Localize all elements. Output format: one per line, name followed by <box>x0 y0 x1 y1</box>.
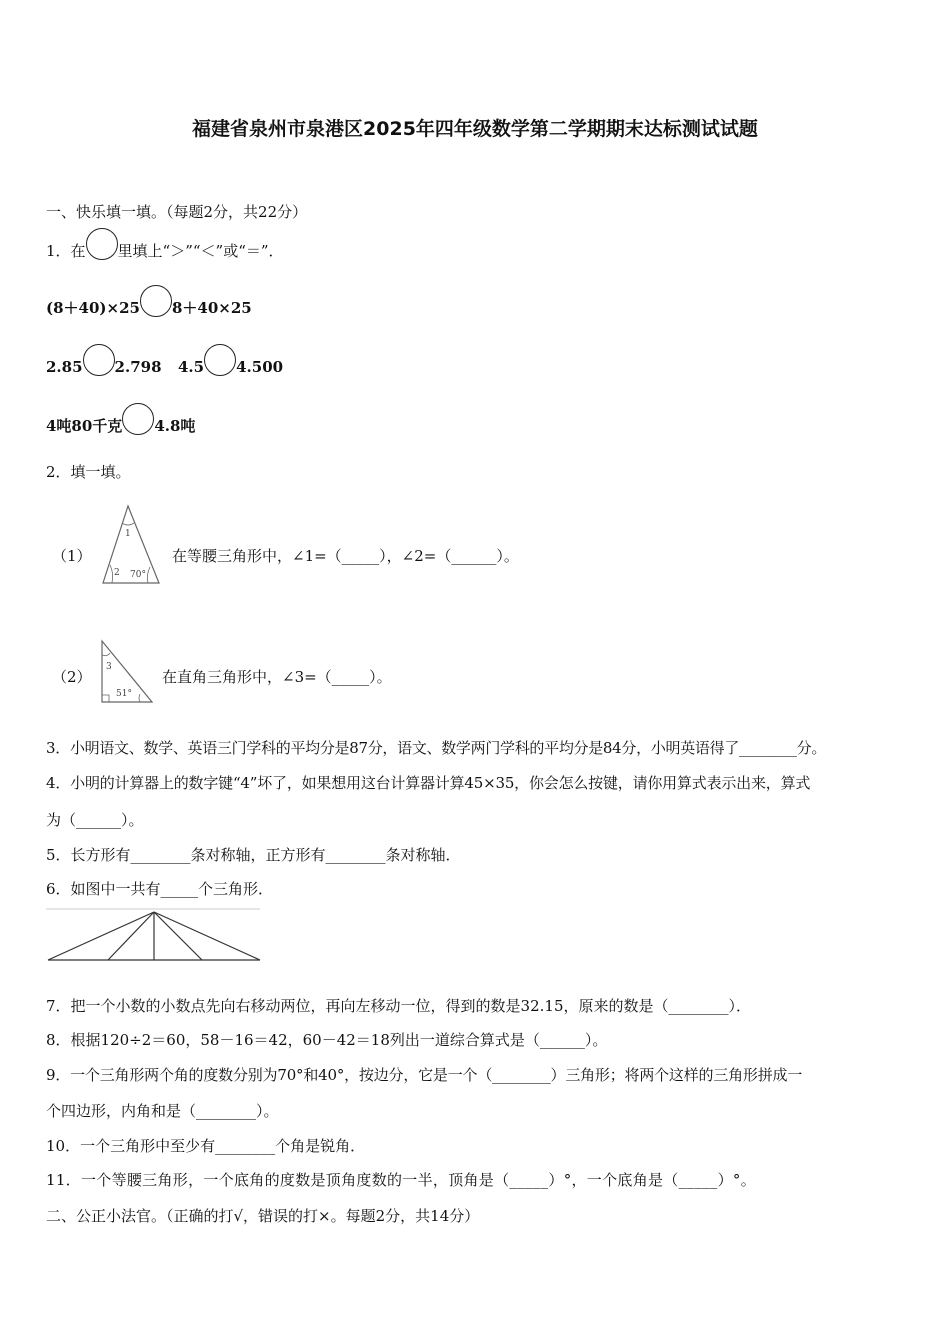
q1-row2b <box>178 357 283 378</box>
answer-circle[interactable] <box>83 358 115 378</box>
q1-prefix: 1．在 <box>46 242 86 260</box>
q2-part1-text: 在等腰三角形中，∠1=（_____），∠2=（______）。 <box>172 547 519 565</box>
right-triangle-figure <box>98 639 156 705</box>
q9-text-line2: 个四边形，内角和是（________）。 <box>46 1102 279 1120</box>
q1-row2a-right: 2.798 <box>114 358 162 376</box>
isosceles-triangle-figure <box>98 503 162 585</box>
q2-part1-label: （1） <box>52 547 92 565</box>
q1-row2a-left: 2.85 <box>46 358 83 376</box>
answer-circle[interactable] <box>122 417 154 437</box>
section1-heading: 一、快乐填一填。（每题2分，共22分） <box>46 203 308 221</box>
q1-row2b-right: 4.500 <box>236 358 284 376</box>
q4-text-line2: 为（______）。 <box>46 811 144 829</box>
q1-suffix: 里填上“＞”“＜”或“＝”． <box>117 242 284 260</box>
answer-circle[interactable] <box>140 299 172 319</box>
q9-text-line1: 9．一个三角形两个角的度数分别为70°和40°，按边分，它是一个（________）三角形；将两个这样的三角形拼成一 <box>46 1066 803 1084</box>
answer-circle[interactable] <box>86 242 118 262</box>
angle-51-label: 51° <box>116 689 132 699</box>
q1-row2b-left: 4.5 <box>178 358 205 376</box>
q4-text-line1: 4．小明的计算器上的数字键“4”坏了，如果想用这台计算器计算45×35，你会怎么按键，请你用算式表示出来，算式 <box>46 774 811 792</box>
q2-part2-label: （2） <box>52 668 92 686</box>
answer-circle[interactable] <box>204 358 236 378</box>
q2-part2-text: 在直角三角形中，∠3=（_____）。 <box>162 668 392 686</box>
triangle-fan-figure <box>44 906 264 964</box>
q10-text: 10．一个三角形中至少有________个角是锐角． <box>46 1137 366 1155</box>
q1-row1-right: 8＋40×25 <box>171 299 252 317</box>
q1-row3 <box>46 416 195 437</box>
angle-70-label: 70° <box>130 570 146 580</box>
page-title: 福建省泉州市泉港区2025年四年级数学第二学期期末达标测试试题 <box>192 118 758 140</box>
q1-row1 <box>46 298 252 319</box>
q3-text: 3．小明语文、数学、英语三门学科的平均分是87分，语文、数学两门学科的平均分是84分，小明英语得了________分。 <box>46 739 827 757</box>
q1-prompt <box>46 241 284 262</box>
q1-row3-left: 4吨80千克 <box>46 417 123 435</box>
q7-text: 7．把一个小数的小数点先向右移动两位，再向左移动一位，得到的数是32.15，原来的数是（________）． <box>46 997 751 1015</box>
q1-row1-left: (8＋40)×25 <box>46 299 140 317</box>
angle-2-label: 2 <box>114 568 120 578</box>
angle-1-label: 1 <box>125 529 131 539</box>
q6-text: 6．如图中一共有_____个三角形． <box>46 880 274 898</box>
q5-text: 5．长方形有________条对称轴，正方形有________条对称轴． <box>46 846 461 864</box>
angle-3-label: 3 <box>106 662 112 672</box>
q1-row3-right: 4.8吨 <box>154 417 196 435</box>
q11-text: 11．一个等腰三角形，一个底角的度数是顶角度数的一半，顶角是（_____）°，一个底角是（_____）°。 <box>46 1171 756 1189</box>
q2-label: 2．填一填。 <box>46 463 131 481</box>
q1-row2a <box>46 357 162 378</box>
q8-text: 8．根据120÷2＝60，58－16＝42，60－42＝18列出一道综合算式是（______）。 <box>46 1031 608 1049</box>
section2-heading: 二、公正小法官。（正确的打√，错误的打×。每题2分，共14分） <box>46 1207 480 1225</box>
